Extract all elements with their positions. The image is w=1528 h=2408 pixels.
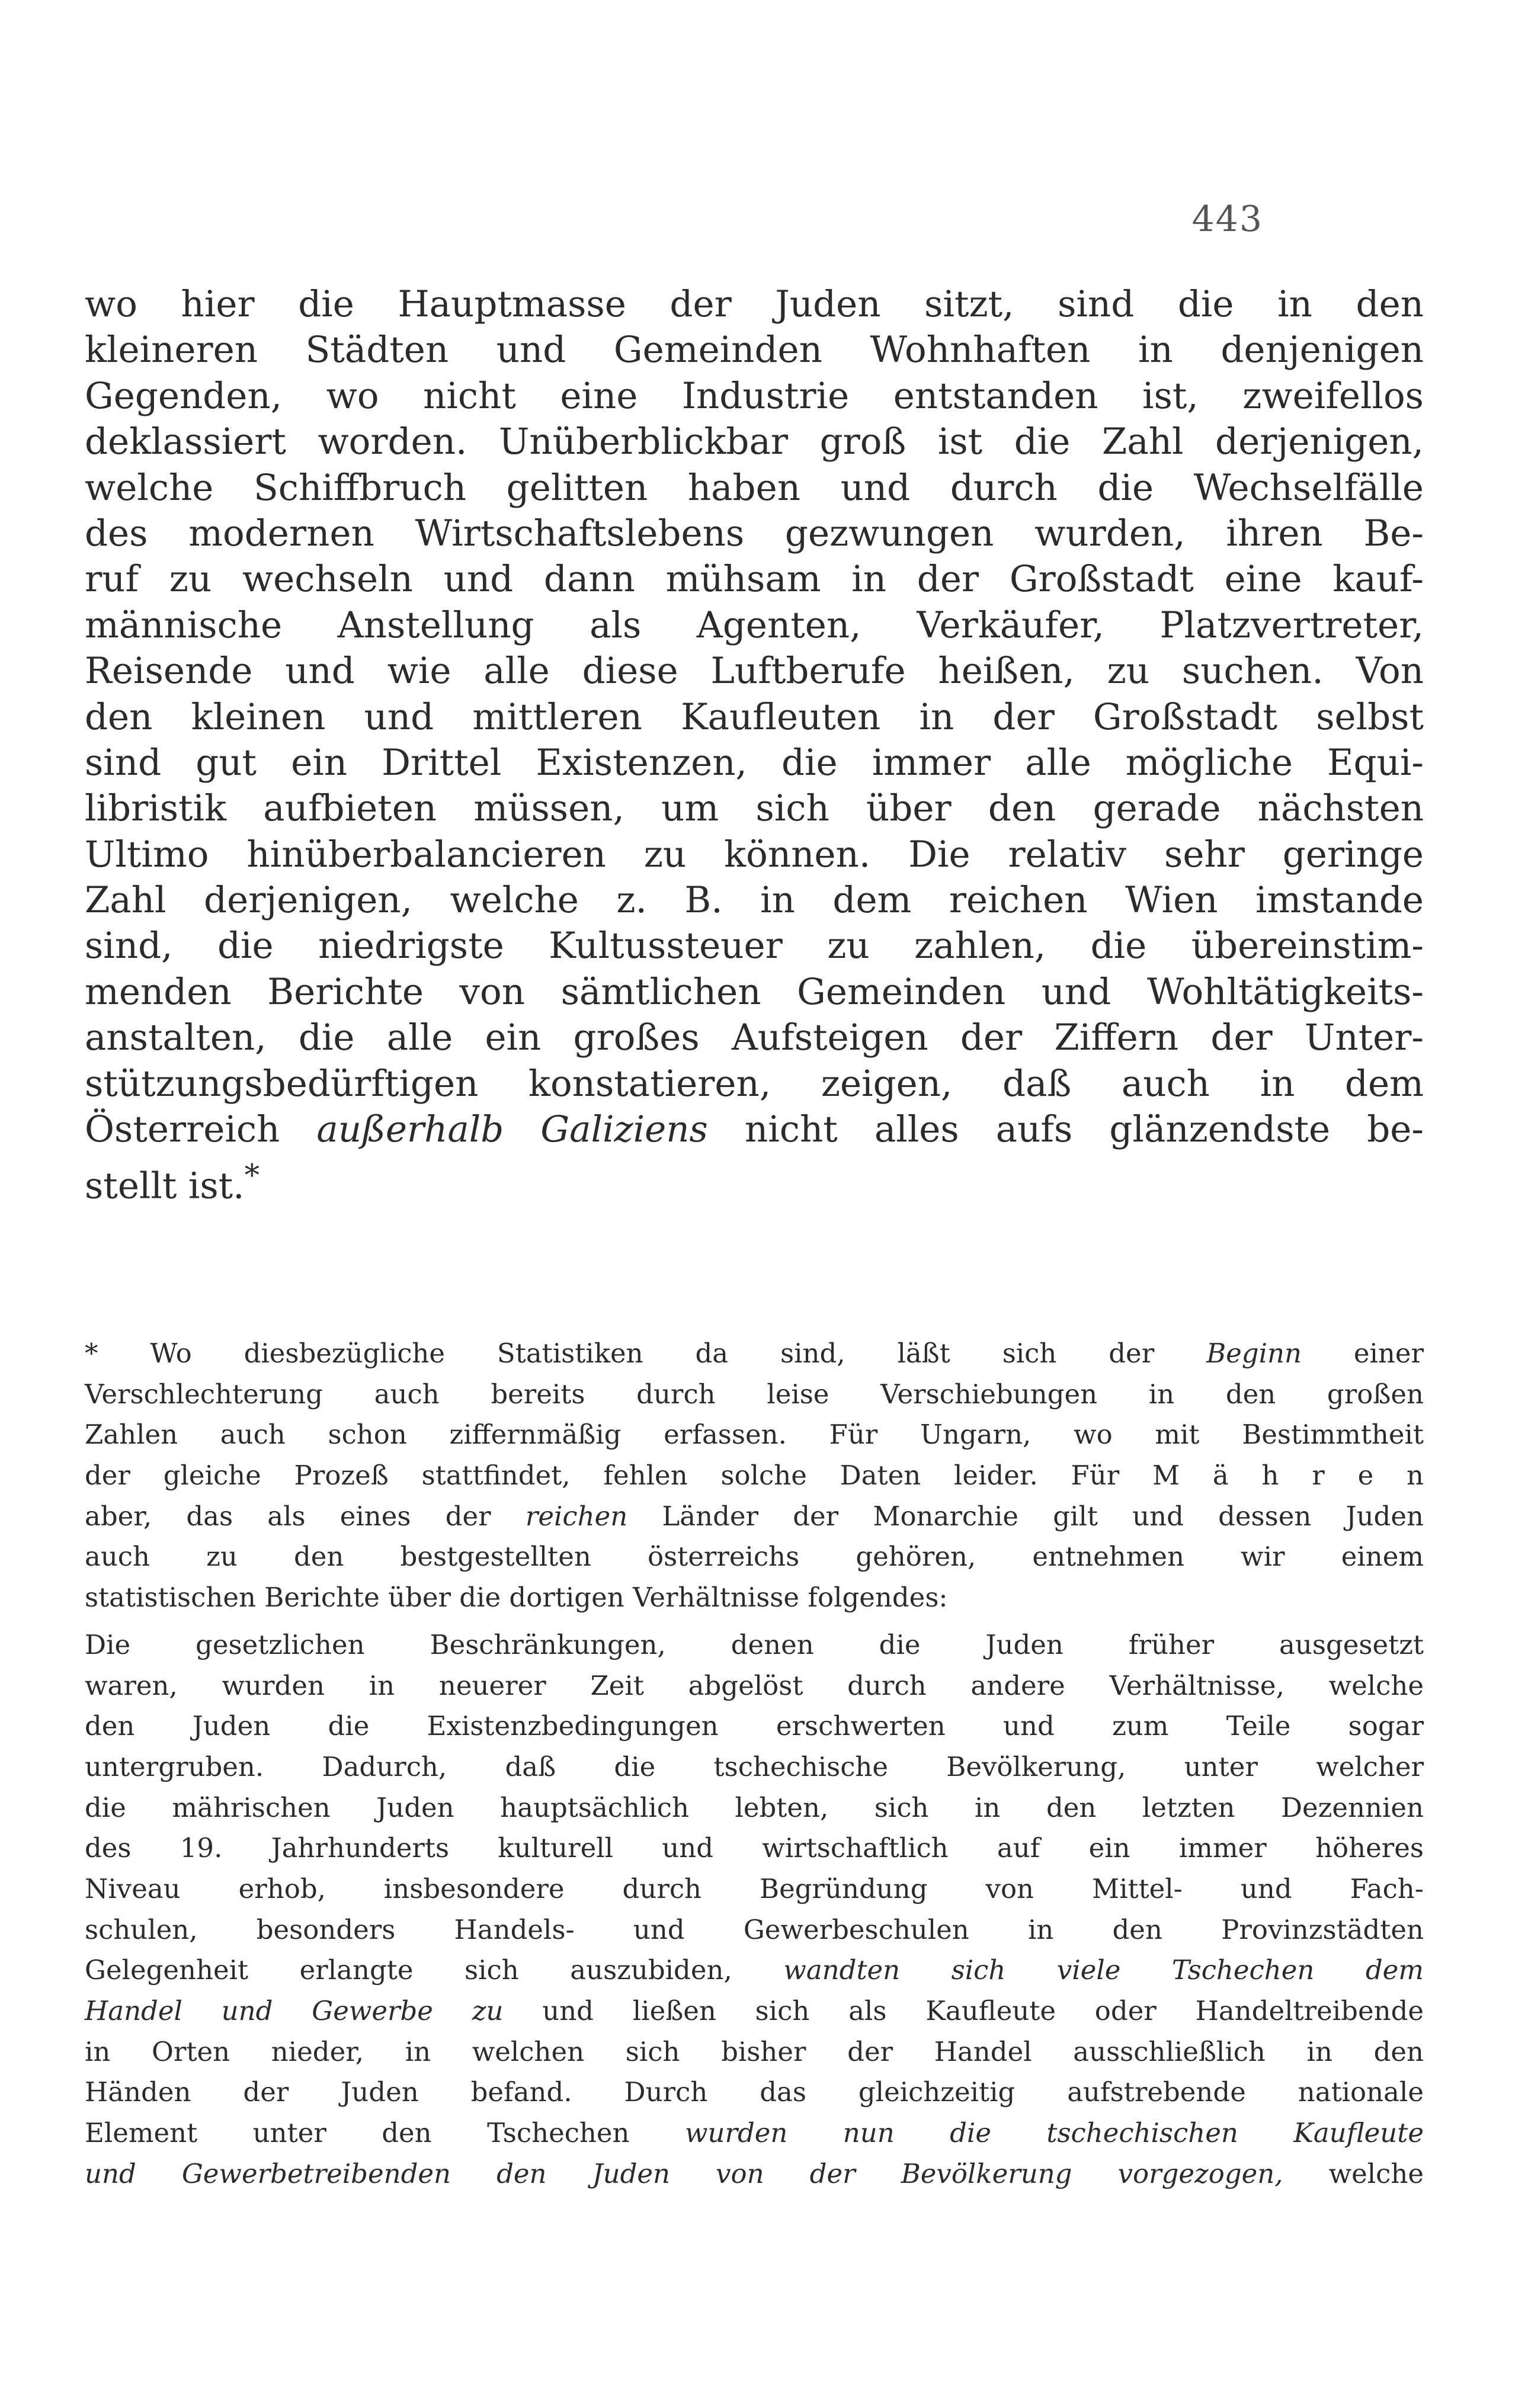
main-text-line: anstalten, die alle ein großes Aufsteigen der Ziffern der Unter-: [85, 1017, 1424, 1059]
main-text-line: Zahl derjenigen, welche z. B. in dem reichen Wien imstande: [85, 879, 1424, 922]
emphasis-text: wandten sich viele Tschechen dem: [783, 1954, 1424, 1986]
footnote-line: Die gesetzlichen Beschränkungen, denen die Juden früher ausgesetzt: [85, 1628, 1424, 1660]
main-text-line: wo hier die Hauptmasse der Juden sitzt, sind die in den: [85, 283, 1424, 325]
footnote-line: [85, 1333, 1424, 1374]
emphasis-text: und Gewerbetreibenden den Juden von der Bevölkerung vorgezogen,: [85, 2157, 1283, 2189]
footnote-line: untergruben. Dadurch, daß die tschechische Bevölkerung, unter welcher: [85, 1750, 1424, 1782]
footnote-line: Niveau erhob, insbesondere durch Begründung von Mittel- und Fach-: [85, 1872, 1424, 1904]
footnote-line: Händen der Juden befand. Durch das gleichzeitig aufstrebende nationale: [85, 2076, 1424, 2108]
main-text-line: Gegenden, wo nicht eine Industrie entstanden ist, zweifellos: [85, 374, 1424, 417]
footnote-line: den Juden die Existenzbedingungen erschwerten und zum Teile sogar: [85, 1710, 1424, 1742]
main-text-line: Ultimo hinüberbalancieren zu können. Die relativ sehr geringe: [85, 833, 1424, 876]
emphasis-text: Handel und Gewerbe zu: [85, 1995, 504, 2027]
footnote-line: schulen, besonders Handels- und Gewerbeschulen in den Provinzstädten: [85, 1913, 1424, 1945]
main-text-line: menden Berichte von sämtlichen Gemeinden und Wohltätigkeits-: [85, 970, 1424, 1013]
main-text-line: sind gut ein Drittel Existenzen, die immer alle mögliche Equi-: [85, 741, 1424, 784]
footnote-line: [85, 1991, 1424, 2032]
emphasis-text: außerhalb Galiziens: [316, 1108, 708, 1151]
footnote-line: [85, 2113, 1424, 2154]
footnote-line: die mährischen Juden hauptsächlich lebten, sich in den letzten Dezennien: [85, 1791, 1424, 1823]
line-text: der gleiche Prozeß stattfindet, fehlen solche Daten leider. Für: [85, 1460, 1153, 1492]
line-text: einer: [1301, 1338, 1424, 1369]
spaced-text: M ä h r e n: [1152, 1460, 1424, 1492]
footnote-line: [85, 1455, 1424, 1496]
main-text-line: welche Schiffbruch gelitten haben und durch die Wechselfälle: [85, 466, 1424, 509]
emphasis-text: Beginn: [1206, 1338, 1302, 1369]
line-text: Element unter den Tschechen: [85, 2117, 685, 2149]
line-text: aber, das als eines der: [85, 1500, 526, 1532]
line-text: Gelegenheit erlangte sich auszubiden,: [85, 1954, 784, 1986]
main-text-line: [85, 1152, 1424, 1207]
footnote-line: Verschlechterung auch bereits durch leise Verschiebungen in den großen: [85, 1378, 1424, 1410]
line-text: Länder der Monarchie gilt und dessen Juden: [627, 1500, 1424, 1532]
page-number: 443: [1191, 198, 1263, 240]
footnote-line: in Orten nieder, in welchen sich bisher der Handel ausschließlich in den: [85, 2035, 1424, 2067]
main-text-line: deklassiert worden. Unüberblickbar groß ist die Zahl derjenigen,: [85, 421, 1424, 463]
footnote-line: waren, wurden in neuerer Zeit abgelöst durch andere Verhältnisse, welche: [85, 1669, 1424, 1701]
footnote-marker: *: [244, 1157, 260, 1193]
line-text: welche: [1283, 2157, 1424, 2189]
line-text: nicht alles aufs glänzendste be-: [707, 1108, 1424, 1151]
main-text-line: sind, die niedrigste Kultussteuer zu zahlen, die übereinstim-: [85, 925, 1424, 967]
line-text: stellt ist.: [85, 1165, 245, 1207]
footnote-block: [85, 1333, 1424, 2194]
footnote-line: [85, 2154, 1424, 2195]
line-text: und ließen sich als Kaufleute oder Handeltreibende: [503, 1995, 1424, 2027]
footnote-line: des 19. Jahrhunderts kulturell und wirtschaftlich auf ein immer höheres: [85, 1832, 1424, 1864]
footnote-line: statistischen Berichte über die dortigen Verhältnisse folgendes:: [85, 1582, 948, 1614]
line-text: * Wo diesbezügliche Statistiken da sind, läßt sich der: [85, 1338, 1207, 1369]
main-text-line: den kleinen und mittleren Kaufleuten in der Großstadt selbst: [85, 695, 1424, 738]
main-text-line: Reisende und wie alle diese Luftberufe heißen, zu suchen. Von: [85, 650, 1424, 692]
main-text-line: ruf zu wechseln und dann mühsam in der Großstadt eine kauf-: [85, 558, 1424, 601]
main-text-line: stützungsbedürftigen konstatieren, zeigen, daß auch in dem: [85, 1062, 1424, 1105]
main-text-line: des modernen Wirtschaftslebens gezwungen wurden, ihren Be-: [85, 512, 1424, 554]
footnote-line: auch zu den bestgestellten österreichs gehören, entnehmen wir einem: [85, 1541, 1424, 1573]
main-text-line: libristik aufbieten müssen, um sich über den gerade nächsten: [85, 787, 1424, 830]
main-text-block: [85, 281, 1424, 1207]
emphasis-text: reichen: [525, 1500, 628, 1532]
footnote-line: [85, 1496, 1424, 1537]
main-text-line: [85, 1107, 1424, 1152]
main-text-line: männische Anstellung als Agenten, Verkäufer, Platzvertreter,: [85, 604, 1424, 646]
footnote-line: [85, 1950, 1424, 1991]
main-text-line: kleineren Städten und Gemeinden Wohnhaften in denjenigen: [85, 329, 1424, 371]
paragraph-gap: [85, 1618, 1424, 1625]
line-text: Österreich: [85, 1108, 317, 1151]
footnote-line: Zahlen auch schon ziffernmäßig erfassen. Für Ungarn, wo mit Bestimmtheit: [85, 1419, 1424, 1451]
emphasis-text: wurden nun die tschechischen Kaufleute: [684, 2117, 1424, 2149]
